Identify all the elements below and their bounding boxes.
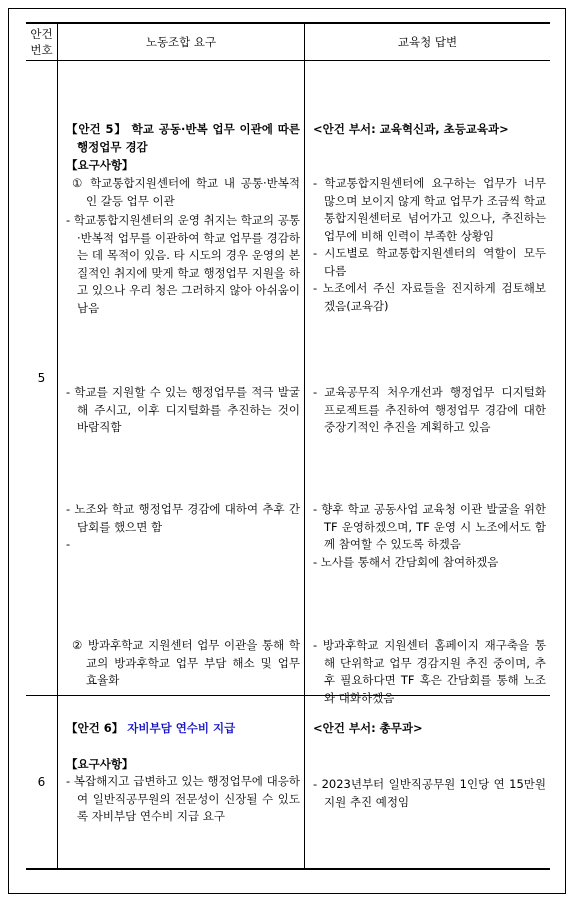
office-reply-cell — [305, 696, 551, 870]
reply-bullet: - 2023년부터 일반직공무원 1인당 연 15만원 지원 추진 예정임 — [313, 777, 546, 809]
reply-bullet: - 방과후학교 지원센터 홈페이지 재구축을 통해 단위학교 업무 경감지원 추진 중이며, 추후 필요하다면 TF 혹은 간담회를 통해 노조와 대화하겠음 — [313, 638, 546, 705]
table-header-row — [26, 23, 550, 61]
request-bullet: - 학교를 지원할 수 있는 행정업무를 적극 발굴해 주시고, 이후 디지털화를 추진하는 것이 바람직함 — [66, 385, 300, 434]
request-label: 【요구사항】 — [66, 757, 134, 771]
header-number: 안건 번호 — [26, 23, 58, 61]
request-point-2: ② 방과후학교 지원센터 업무 이관을 통해 학교의 방과후학교 업무 부담 해소 및 업무 효율화 — [72, 638, 300, 687]
office-reply-cell — [305, 61, 551, 705]
item-title: 【안건 5】 학교 공동·반복 업무 이관에 따른 행정업무 경감 — [66, 122, 300, 154]
item-number: 6 — [26, 696, 58, 870]
request-label: 【요구사항】 — [66, 158, 134, 172]
item-title: 【안건 6】 자비부담 연수비 지급 — [66, 721, 236, 735]
reply-bullet: - 향후 학교 공동사업 교육청 이관 발굴을 위한 TF 운영하겠으며, TF 운영 시 노조에서도 함께 참여할 수 있도록 하겠음 - 노사를 통해서 간담회에 참여하겠음 — [313, 502, 546, 569]
item-title-highlight: 자비부담 연수비 지급 — [127, 721, 236, 735]
reply-department: <안건 부서: 총무과> — [313, 721, 423, 735]
item-number: 5 — [26, 61, 58, 696]
request-bullet: - 복잡해지고 급변하고 있는 행정업무에 대응하여 일반직공무원의 전문성이 신장될 수 있도록 자비부담 연수비 지급 요구 — [66, 774, 300, 823]
reply-bullet: - 학교통합지원센터에 요구하는 업무가 너무 많으며 보이지 않게 학교 업무가 조금씩 학교통합지원센터로 넘어가고 있으나, 추진하는 업무에 비해 인력이 부족한 상황임 - 시도별로 학교통합지원센터의 역할이 모두 다름 - 노조에서 주신 자료들을 진지하게 검토해보겠음(교육감) — [313, 176, 546, 313]
request-bullet: - 학교통합지원센터의 운영 취지는 학교의 공통·반복적 업무를 이관하여 학교 업무를 경감하는 데 목적이 있음. 타 시도의 경우 운영의 본질적인 취지에 맞게 학교 행정업무 지원을 하고 있으나 우리 청은 그러하지 않아 아쉬움이 남음 — [66, 213, 300, 315]
union-request-cell — [58, 696, 305, 870]
header-office-reply: 교육청 답변 — [305, 23, 551, 61]
header-union-request: 노동조합 요구 — [58, 23, 305, 61]
request-bullet: - 노조와 학교 행정업무 경감에 대하여 추후 간담회를 했으면 함 - — [66, 502, 300, 551]
table-row — [26, 61, 550, 696]
reply-bullet: - 교육공무직 처우개선과 행정업무 디지털화 프로젝트를 추진하여 행정업무 경감에 대한 중장기적인 추진을 계획하고 있음 — [313, 385, 546, 434]
union-request-cell — [58, 61, 305, 696]
reply-department: <안건 부서: 교육혁신과, 초등교육과> — [313, 122, 509, 136]
agenda-table — [26, 22, 550, 870]
request-point-1: ① 학교통합지원센터에 학교 내 공통·반복적인 갈등 업무 이관 — [72, 176, 300, 208]
table-row — [26, 696, 550, 870]
